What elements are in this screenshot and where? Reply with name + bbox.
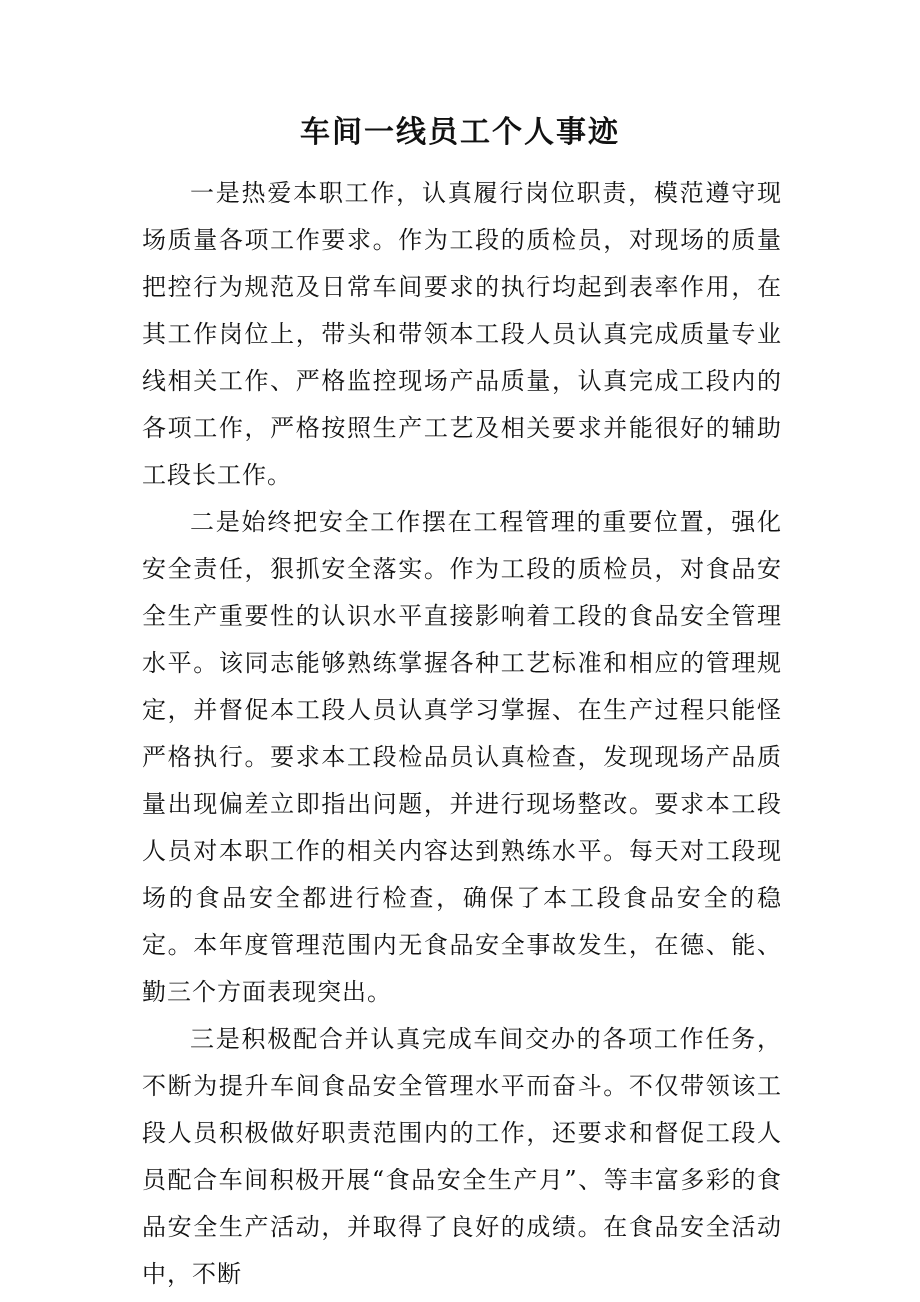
document-body <box>142 170 782 1298</box>
paragraph-1: 一是热爱本职工作，认真履行岗位职责，模范遵守现场质量各项工作要求。作为工段的质检员，对现场的质量把控行为规范及日常车间要求的执行均起到表率作用，在其工作岗位上，带头和带领本工段人员认真完成质量专业线相关工作、严格监控现场产品质量，认真完成工段内的各项工作，严格按照生产工艺及相关要求并能很好的辅助工段长工作。 <box>142 179 782 489</box>
paragraph-2: 二是始终把安全工作摆在工程管理的重要位置，强化安全责任，狠抓安全落实。作为工段的质检员，对食品安全生产重要性的认识水平直接影响着工段的食品安全管理水平。该同志能够熟练掌握各种工艺标准和相应的管理规定，并督促本工段人员认真学习掌握、在生产过程只能怪严格执行。要求本工段检品员认真检查，发现现场产品质量出现偏差立即指出问题，并进行现场整改。要求本工段人员对本职工作的相关内容达到熟练水平。每天对工段现场的食品安全都进行检查，确保了本工段食品安全的稳定。本年度管理范围内无食品安全事故发生，在德、能、勤三个方面表现突出。 <box>142 508 782 1006</box>
paragraph-3: 三是积极配合并认真完成车间交办的各项工作任务，不断为提升车间食品安全管理水平而奋斗。不仅带领该工段人员积极做好职责范围内的工作，还要求和督促工段人员配合车间积极开展“食品安全生产月”、等丰富多彩的食品安全生产活动，并取得了良好的成绩。在食品安全活动中，不断 <box>142 1025 782 1288</box>
document-title: 车间一线员工个人事迹 <box>300 115 620 150</box>
